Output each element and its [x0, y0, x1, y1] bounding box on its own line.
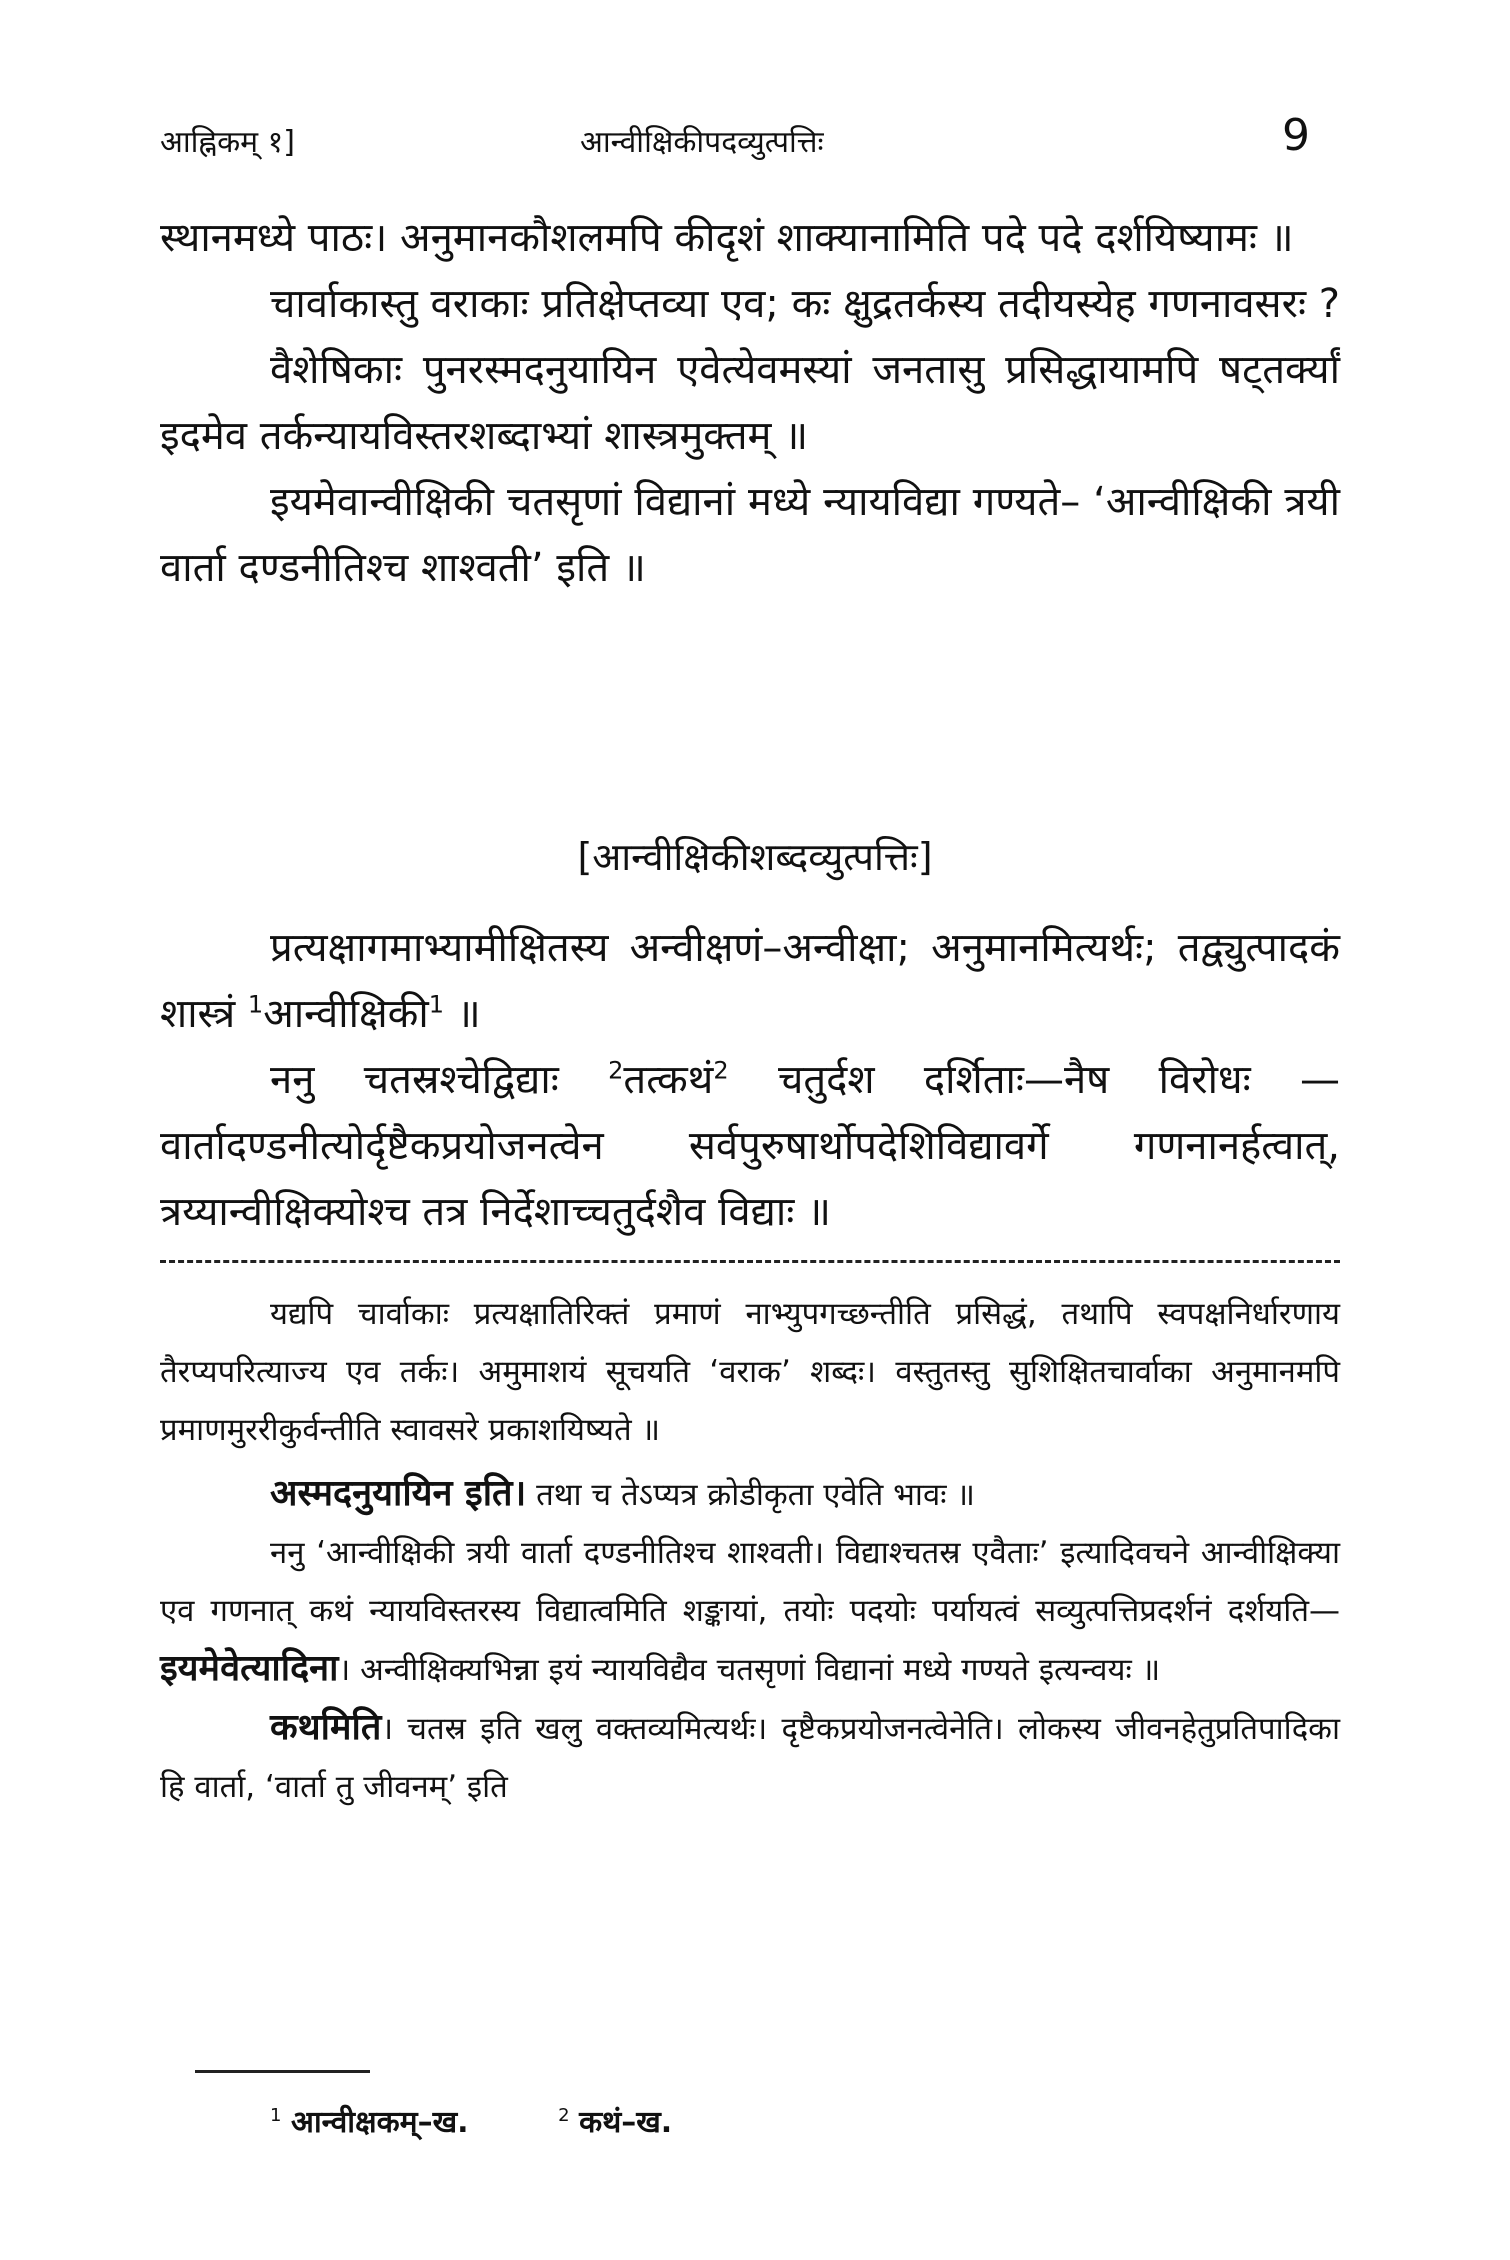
paragraph-2: चार्वाकास्तु वराकाः प्रतिक्षेप्तव्या एव; कः क्षुद्रतर्कस्य तदीयस्येह गणनावसरः ? [270, 281, 1340, 327]
chapter-label: आह्निकम् १] [160, 125, 295, 160]
commentary-divider [160, 1260, 1340, 1263]
commentary-2-lemma: अस्मदनुयायिन इति। [270, 1473, 527, 1514]
paragraph-5 [160, 915, 1340, 1047]
commentary-4-text: । चतस्र इति खलु वक्तव्यमित्यर्थः। दृष्टैकप्रयोजनत्वेनेति। लोकस्य जीवनहेतुप्रतिपादिका हि वार्ता, ‘वार्ता तु जीवनम्’ इति [160, 1711, 1340, 1805]
paragraph-3: वैशेषिकाः पुनरस्मदनुयायिन एवेत्येवमस्यां जनतासु प्रसिद्धायामपि षट्तर्क्यां इदमेव तर्कन्यायविस्तरशब्दाभ्यां शास्त्रमुक्तम् ॥ [160, 347, 1340, 459]
commentary-3 [160, 1524, 1340, 1699]
footnote-2-number: 2 [558, 2105, 570, 2126]
footnote-2 [558, 2105, 712, 2140]
paragraph-5-text: प्रत्यक्षागमाभ्यामीक्षितस्य अन्वीक्षणं–अन्वीक्षा; अनुमानमित्यर्थः; तद्व्युत्पादकं शास्त्रं [160, 925, 1340, 1037]
commentary-1: यद्यपि चार्वाकाः प्रत्यक्षातिरिक्तं प्रमाणं नाभ्युपगच्छन्तीति प्रसिद्धं, तथापि स्वपक्षनिर्धारणाय तैरप्यपरित्याज्य एव तर्कः। अमुमाशयं सूचयति ‘वराक’ शब्दः। वस्तुतस्तु सुशिक्षितचार्वाका अनुमानमपि प्रमाणमुररीकुर्वन्तीति स्वावसरे प्रकाशयिष्यते ॥ [160, 1296, 1340, 1448]
commentary-2-text: तथा च तेऽप्यत्र क्रोडीकृता एवेति भावः ॥ [526, 1477, 975, 1513]
commentary-2 [160, 1465, 1340, 1524]
paragraph-1: स्थानमध्ये पाठः। अनुमानकौशलमपि कीदृशं शाक्यानामिति पदे पदे दर्शयिष्यामः ॥ [160, 215, 1294, 261]
commentary-4-lemma: कथमिति [270, 1707, 382, 1748]
footnote-ref-1-end: 1 [428, 990, 445, 1019]
paragraph-6 [160, 1047, 1340, 1245]
paragraph-5-term: आन्वीक्षिकी [263, 991, 429, 1037]
footnote-1-text: आन्वीक्षकम्–ख. [291, 2105, 469, 2140]
footnote-rule [195, 2070, 370, 2073]
paragraph-6-end: चतुर्दश दर्शिताः—नैष विरोधः —वार्तादण्डनीत्योर्दृष्टैकप्रयोजनत्वेन सर्वपुरुषार्थोपदेशिविद्यावर्गे गणनानर्हत्वात्, त्रय्यान्वीक्षिक्योश्च तत्र निर्देशाच्चतुर्दशैव विद्याः ॥ [160, 1057, 1340, 1235]
footnote-2-text: कथं–ख. [579, 2105, 673, 2140]
page-number: 9 [1282, 110, 1310, 161]
running-title: आन्वीक्षिकीपदव्युत्पत्तिः [580, 125, 824, 160]
commentary-3-end: । अन्वीक्षिक्यभिन्ना इयं न्यायविद्यैव चतसृणां विद्यानां मध्ये गण्यते इत्यन्वयः ॥ [338, 1652, 1161, 1688]
footnotes [270, 2100, 752, 2141]
footnote-1-number: 1 [270, 2105, 282, 2126]
running-header [160, 110, 1310, 170]
paragraph-4: इयमेवान्वीक्षिकी चतसृणां विद्यानां मध्ये न्यायविद्या गण्यते– ‘आन्वीक्षिकी त्रयी वार्ता दण्डनीतिश्च शाश्वती’ इति ॥ [160, 479, 1340, 591]
commentary-4 [160, 1699, 1340, 1816]
footnote-ref-1: 1 [247, 990, 264, 1019]
main-text-block-1 [160, 205, 1340, 601]
paragraph-6-text: ननु चतस्रश्चेद्विद्याः [270, 1057, 609, 1103]
section-heading: [आन्वीक्षिकीशब्दव्युत्पत्तिः] [577, 835, 933, 879]
footnote-ref-2-end: 2 [713, 1056, 729, 1085]
main-text-block-2 [160, 915, 1340, 1245]
paragraph-6-term: तत्कथं [623, 1057, 714, 1103]
paragraph-5-end: ॥ [444, 991, 481, 1037]
commentary-3-lemma: इयमेवेत्यादिना [160, 1648, 339, 1689]
footnote-ref-2: 2 [608, 1056, 624, 1085]
commentary-block [160, 1285, 1340, 1816]
commentary-3-text: ननु ‘आन्वीक्षिकी त्रयी वार्ता दण्डनीतिश्च शाश्वती। विद्याश्चतस्र एवैताः’ इत्यादिवचने आन्वीक्षिक्या एव गणनात् कथं न्यायविस्तरस्य विद्यात्वमिति शङ्कायां, तयोः पदयोः पर्यायत्वं सव्युत्पत्तिप्रदर्शनं दर्शयति— [160, 1535, 1340, 1629]
footnote-1 [270, 2105, 509, 2140]
